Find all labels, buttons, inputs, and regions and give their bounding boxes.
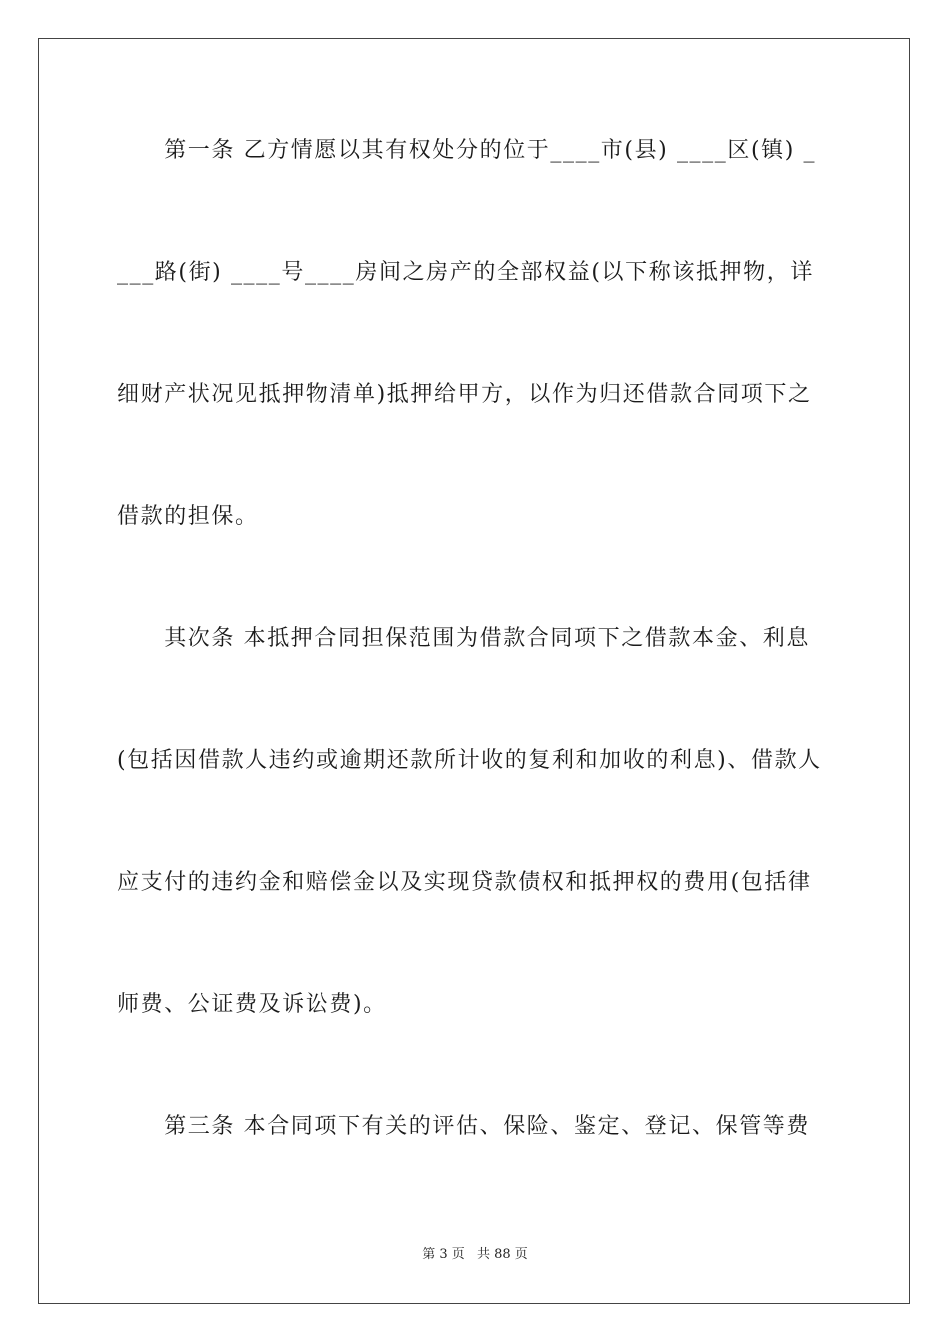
page-footer — [0, 1246, 950, 1264]
paragraph-line: 借款的担保。 — [117, 504, 259, 529]
page-total: 共 88 页 — [476, 1247, 528, 1262]
paragraph-line: 应支付的违约金和赔偿金以及实现贷款债权和抵押权的费用(包括律 — [117, 870, 812, 895]
paragraph-line: ___路(街) ____号____房间之房产的全部权益(以下称该抵押物，详 — [117, 260, 814, 285]
paragraph-line: 第一条 乙方情愿以其有权处分的位于____市(县) ____区(镇) _ — [117, 138, 817, 163]
page-number: 第 3 页 — [422, 1247, 465, 1262]
paragraph-line: 第三条 本合同项下有关的评估、保险、鉴定、登记、保管等费 — [117, 1114, 810, 1139]
paragraph-line: 其次条 本抵押合同担保范围为借款合同项下之借款本金、利息 — [117, 626, 810, 651]
paragraph-line: 细财产状况见抵押物清单)抵押给甲方，以作为归还借款合同项下之 — [117, 382, 812, 407]
paragraph-line: (包括因借款人违约或逾期还款所计收的复利和加收的利息)、借款人 — [117, 748, 822, 773]
paragraph-line: 师费、公证费及诉讼费)。 — [117, 992, 387, 1017]
